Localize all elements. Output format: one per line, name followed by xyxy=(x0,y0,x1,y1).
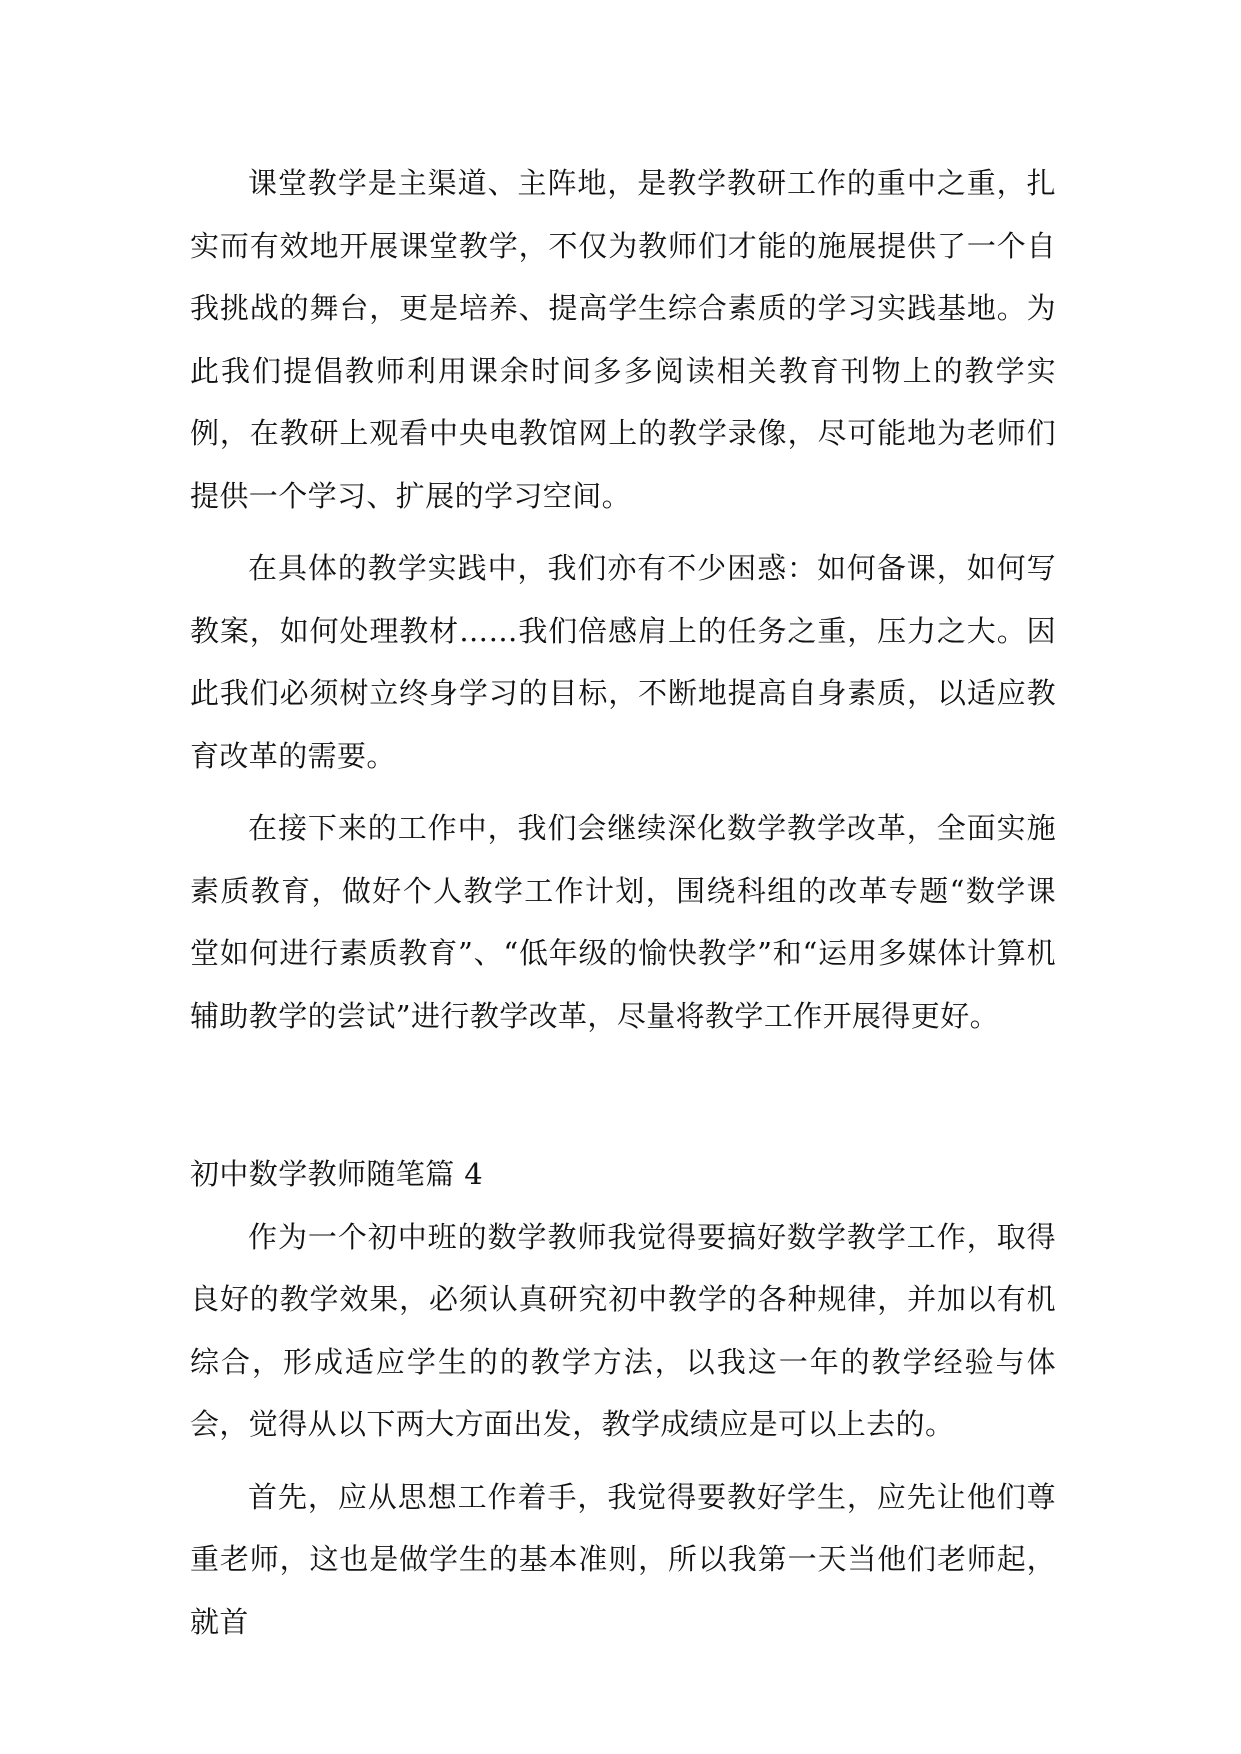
document-body xyxy=(190,152,1056,1653)
body-paragraph: 首先，应从思想工作着手，我觉得要教好学生，应先让他们尊重老师，这也是做学生的基本准则，所以我第一天当他们老师起，就首 xyxy=(190,1479,1056,1639)
body-paragraph: 课堂教学是主渠道、主阵地，是教学教研工作的重中之重，扎实而有效地开展课堂教学，不仅为教师们才能的施展提供了一个自我挑战的舞台，更是培养、提高学生综合素质的学习实践基地。为此我们提倡教师利用课余时间多多阅读相关教育刊物上的教学实例，在教研上观看中央电教馆网上的教学录像，尽可能地为老师们提供一个学习、扩展的学习空间。 xyxy=(190,166,1056,513)
body-paragraph: 在接下来的工作中，我们会继续深化数学教学改革，全面实施素质教育，做好个人教学工作计划，围绕科组的改革专题“数学课堂如何进行素质教育”、“低年级的愉快教学”和“运用多媒体计算机辅助教学的尝试”进行教学改革，尽量将教学工作开展得更好。 xyxy=(190,811,1056,1033)
section-heading: 初中数学教师随笔篇 4 xyxy=(190,1157,484,1191)
body-paragraph: 在具体的教学实践中，我们亦有不少困惑：如何备课，如何写教案，如何处理教材……我们倍感肩上的任务之重，压力之大。因此我们必须树立终身学习的目标，不断地提高自身素质，以适应教育改革的需要。 xyxy=(190,551,1056,773)
body-paragraph: 作为一个初中班的数学教师我觉得要搞好数学教学工作，取得良好的教学效果，必须认真研究初中教学的各种规律，并加以有机综合，形成适应学生的的教学方法，以我这一年的教学经验与体会，觉得从以下两大方面出发，教学成绩应是可以上去的。 xyxy=(190,1219,1056,1441)
